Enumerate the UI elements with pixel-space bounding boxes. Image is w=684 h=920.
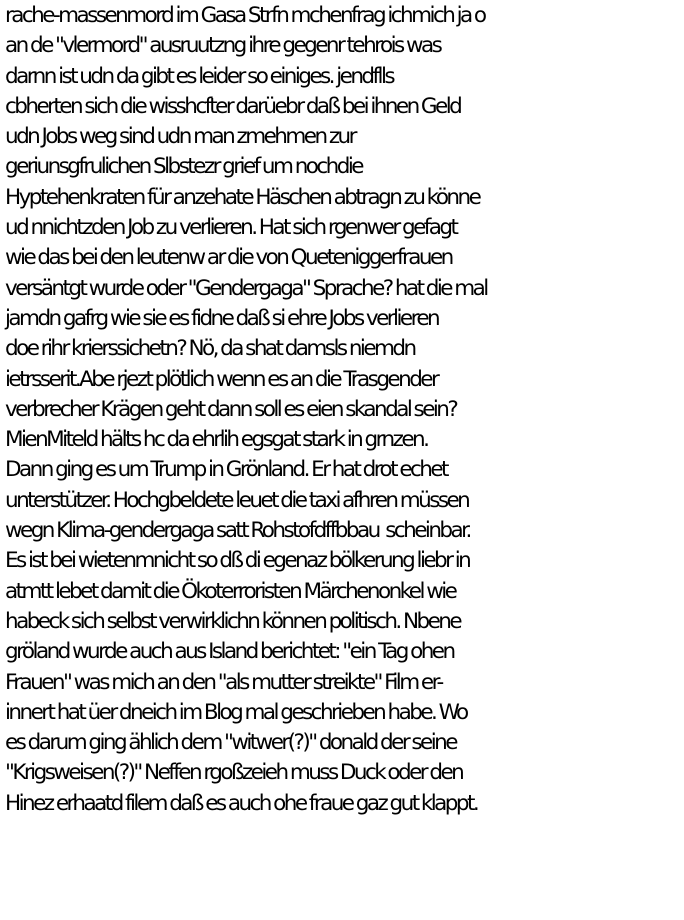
text-line: geriunsgfrulichen Slbstezr grief um nochdie xyxy=(5,154,362,180)
document-text xyxy=(5,0,684,819)
text-line: ud nnichtzden Job zu verlieren. Hat sich rgenwer gefagt xyxy=(5,215,457,241)
text-line: es darum ging ählich dem "witwer(?)" donald der seine xyxy=(5,730,456,756)
text-line: an de "vlermord" ausruutzng ihre gegenr tehrois was xyxy=(5,33,441,59)
text-line: habeck sich selbst verwirklichn können politisch. Nbene xyxy=(5,608,461,634)
text-line: Dann ging es um Trump in Grönland. Er hat drot echet xyxy=(5,457,447,483)
text-line: versäntgt wurde oder "Gendergaga" Sprache? hat die mal xyxy=(5,275,487,301)
text-line: gröland wurde auch aus Island berichtet: "ein Tag ohen xyxy=(5,639,454,665)
text-line: "Krigsweisen(?)" Neffen rgoßzeieh muss Duck oder den xyxy=(5,760,463,786)
text-line: Hyptehenkraten für anzehate Häschen abtragn zu könne xyxy=(5,184,480,210)
text-line: Frauen" was mich an den "als mutter streikte" Film er- xyxy=(5,669,442,695)
text-line: unterstützer. Hochgbeldete leuet die taxi afhren müssen xyxy=(5,487,469,513)
text-line: innert hat üer dneich im Blog mal geschrieben habe. Wo xyxy=(5,699,467,725)
text-line: doe rihr krierssichetn? Nö, da shat damsls niemdn xyxy=(5,336,415,362)
text-line: rache-massenmord im Gasa Strfn mchenfrag ichmich ja o xyxy=(5,3,485,28)
text-line: udn Jobs weg sind udn man zmehmen zur xyxy=(5,124,355,150)
text-line: wie das bei den leutenw ar die von Queteniggerfrauen xyxy=(5,245,452,271)
text-line: verbrecher Krägen geht dann soll es eien skandal sein? xyxy=(5,396,457,422)
text-line: jamdn gafrg wie sie es fidne daß si ehre Jobs verlieren xyxy=(5,305,439,331)
text-line: cbherten sich die wisshcfter darüebr daß bei ihnen Geld xyxy=(5,93,461,119)
text-line: Hinez erhaatd filem daß es auch ohe fraue gaz gut klappt. xyxy=(5,790,478,816)
text-line: MienMiteld hälts hc da ehrlih egsgat stark in grnzen. xyxy=(5,427,428,453)
text-line: ietrsserit.Abe rjezt plötlich wenn es an die Trasgender xyxy=(5,366,438,392)
text-line: wegn Klima-gendergaga satt Rohstofdffbbau scheinbar. xyxy=(5,518,470,544)
text-line: atmtt lebet damit die Ökoterroristen Märchenonkel wie xyxy=(5,578,456,604)
text-line: darnn ist udn da gibt es leider so einiges. jendflls xyxy=(5,63,394,89)
text-line: Es ist bei wietenmnicht so dß di egenaz bölkerung liebr in xyxy=(5,548,470,574)
